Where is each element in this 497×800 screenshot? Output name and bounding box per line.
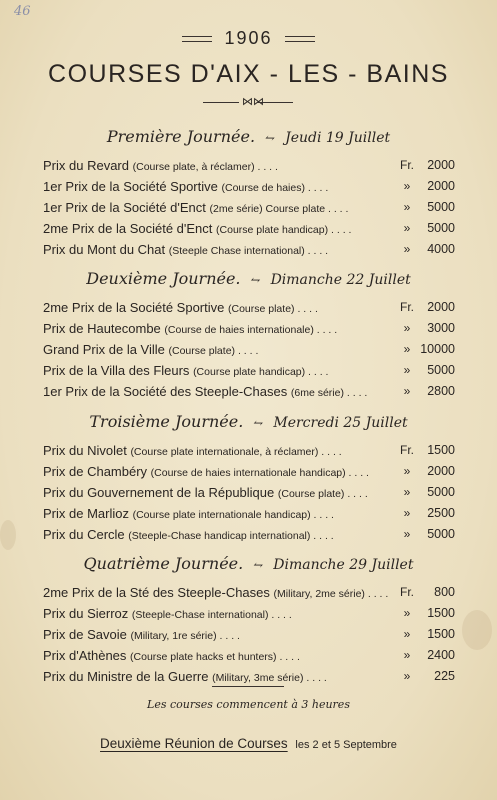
race-row — [43, 200, 455, 220]
dot-leader: . . . . — [304, 245, 329, 257]
flourish-icon: ⥊ — [250, 273, 261, 287]
race-name — [43, 321, 337, 336]
prize-amount: 2000 — [427, 158, 455, 172]
day-title: Deuxième Journée. — [86, 269, 241, 288]
race-conditions: (Course plate handicap) — [216, 224, 329, 236]
double-rule-right — [285, 36, 315, 42]
dot-leader: . . . . — [364, 588, 389, 600]
race-row — [43, 321, 455, 341]
flourish-icon: ⥊ — [253, 558, 264, 572]
race-conditions: (Steeple-Chase international) — [131, 609, 269, 621]
currency-mark: » — [403, 606, 411, 620]
race-conditions: (Steeple Chase international) — [168, 245, 305, 257]
page-title: COURSES D'AIX - LES - BAINS — [48, 60, 449, 88]
currency-mark: Fr. — [400, 585, 414, 599]
day-title: Première Journée. — [106, 127, 256, 146]
dot-leader: . . . . — [276, 651, 300, 663]
race-name — [43, 648, 300, 663]
prize-amount: 4000 — [427, 242, 455, 256]
dot-leader: . . . . — [310, 530, 334, 542]
race-row — [43, 606, 455, 626]
prize-amount: 5000 — [427, 200, 455, 214]
race-title: Prix de Savoie — [43, 627, 127, 642]
double-rule-left — [182, 36, 212, 42]
prize-amount: 1500 — [427, 606, 455, 620]
race-name — [43, 443, 342, 458]
prize-amount: 2500 — [427, 506, 455, 520]
race-row — [43, 485, 455, 505]
race-title: 1er Prix de la Société Sportive — [43, 179, 218, 194]
second-meeting-dates: les 2 et 5 Septembre — [295, 739, 397, 751]
race-title: Prix du Ministre de la Guerre — [43, 669, 209, 684]
race-name — [43, 669, 327, 684]
race-name — [43, 506, 334, 521]
race-title: Prix de Marlioz — [43, 506, 129, 521]
prize-amount: 1500 — [427, 443, 455, 457]
dot-leader: . . . . — [305, 366, 329, 378]
race-row — [43, 342, 455, 362]
currency-mark: » — [403, 221, 411, 235]
day-header — [0, 127, 497, 146]
currency-mark: » — [403, 242, 411, 256]
currency-mark: » — [403, 464, 411, 478]
prize-amount: 2800 — [427, 384, 455, 398]
dot-leader: . . . . — [268, 609, 292, 621]
dot-leader: . . . . — [216, 630, 240, 642]
race-name — [43, 242, 328, 257]
race-conditions: (6me série) — [290, 387, 344, 399]
race-name — [43, 200, 348, 215]
race-row — [43, 443, 455, 463]
paper-stain — [0, 520, 16, 550]
title-ornament — [203, 95, 293, 108]
race-row — [43, 242, 455, 262]
day-header — [0, 412, 497, 431]
race-name — [43, 527, 334, 542]
race-conditions: (Course plate) — [168, 345, 236, 357]
race-conditions: (Course de haies) — [221, 182, 305, 194]
race-conditions: (Course plate, à réclamer) — [132, 161, 255, 173]
currency-mark: » — [403, 179, 411, 193]
race-conditions: (Course plate) — [228, 303, 295, 315]
dot-leader: . . . . — [303, 672, 327, 684]
currency-mark: » — [403, 342, 411, 356]
race-title: Prix de Hautecombe — [43, 321, 161, 336]
race-title: Prix du Gouvernement de la République — [43, 485, 275, 500]
dot-leader: . . . . — [325, 203, 349, 215]
race-conditions: (Course de haies internationale) — [164, 324, 314, 336]
prize-amount: 5000 — [427, 363, 455, 377]
prize-amount: 3000 — [427, 321, 455, 335]
currency-mark: » — [403, 485, 411, 499]
dot-leader: . . . . — [294, 303, 318, 315]
currency-mark: » — [403, 669, 411, 683]
day-date: Dimanche 22 Juillet — [270, 272, 411, 288]
currency-mark: » — [403, 384, 411, 398]
day-title: Troisième Journée. — [89, 412, 244, 431]
race-row — [43, 648, 455, 668]
race-name — [43, 606, 292, 621]
prize-amount: 800 — [434, 585, 455, 599]
race-conditions: (Course plate hacks et hunters) — [130, 651, 277, 663]
dot-leader: . . . . — [344, 488, 368, 500]
dot-leader: . . . . — [313, 324, 338, 336]
currency-mark: Fr. — [400, 158, 414, 172]
dot-leader: . . . . — [235, 345, 259, 357]
year: 1906 — [224, 28, 273, 48]
race-title: Prix du Nivolet — [43, 443, 127, 458]
currency-mark: Fr. — [400, 443, 414, 457]
prize-amount: 5000 — [427, 221, 455, 235]
day-date: Dimanche 29 Juillet — [273, 557, 414, 573]
race-title: 1er Prix de la Société d'Enct — [43, 200, 206, 215]
currency-mark: » — [403, 363, 411, 377]
race-row — [43, 221, 455, 241]
race-conditions: (Course plate internationale handicap) — [132, 509, 311, 521]
race-name — [43, 221, 351, 236]
race-row — [43, 158, 455, 178]
dot-leader: . . . . — [318, 446, 342, 458]
race-title: Grand Prix de la Ville — [43, 342, 165, 357]
currency-mark: » — [403, 627, 411, 641]
paper-stain — [462, 610, 492, 650]
second-meeting — [0, 736, 497, 751]
race-conditions: (Course plate internationale, à réclamer) — [130, 446, 319, 458]
currency-mark: » — [403, 200, 411, 214]
race-conditions: (Course plate handicap) — [193, 366, 306, 378]
race-row — [43, 384, 455, 404]
race-title: 2me Prix de la Société d'Enct — [43, 221, 213, 236]
prize-amount: 2000 — [427, 300, 455, 314]
race-name — [43, 342, 258, 357]
day-date: Mercredi 25 Juillet — [273, 415, 408, 431]
race-name — [43, 363, 328, 378]
race-title: Prix du Sierroz — [43, 606, 129, 621]
pencil-annotation: 46 — [14, 4, 31, 19]
race-title: Prix de la Villa des Fleurs — [43, 363, 190, 378]
race-name — [43, 384, 367, 399]
race-conditions: (Course de haies internationale handicap) — [150, 467, 346, 479]
race-conditions: (Military, 2me série) — [273, 588, 365, 600]
flourish-icon: ⥊ — [253, 416, 264, 430]
year-row — [0, 28, 497, 49]
race-title: 2me Prix de la Société Sportive — [43, 300, 225, 315]
race-name — [43, 464, 369, 479]
currency-mark: » — [403, 527, 411, 541]
dot-leader: . . . . — [328, 224, 352, 236]
prize-amount: 2000 — [427, 179, 455, 193]
race-conditions: (Military, 1re série) — [130, 630, 217, 642]
currency-mark: Fr. — [400, 300, 414, 314]
race-title: Prix du Revard — [43, 158, 129, 173]
prize-amount: 2400 — [427, 648, 455, 662]
day-header — [0, 269, 497, 288]
race-row — [43, 506, 455, 526]
currency-mark: » — [403, 648, 411, 662]
race-name — [43, 179, 328, 194]
race-row — [43, 300, 455, 320]
flourish-icon: ⥊ — [265, 131, 276, 145]
race-title: Prix de Chambéry — [43, 464, 148, 479]
prize-amount: 10000 — [420, 342, 455, 356]
race-title: Prix du Mont du Chat — [43, 242, 166, 257]
dot-leader: . . . . — [345, 467, 369, 479]
race-row — [43, 179, 455, 199]
race-conditions: (Military, 3me série) — [212, 672, 304, 684]
start-time-note: Les courses commencent à 3 heures — [147, 698, 350, 711]
day-title: Quatrième Journée. — [83, 554, 244, 573]
currency-mark: » — [403, 506, 411, 520]
race-row — [43, 363, 455, 383]
race-row — [43, 527, 455, 547]
race-name — [43, 158, 278, 173]
knot-ornament-icon: ⋈⋈ — [242, 95, 264, 108]
race-conditions: (Course plate) — [277, 488, 345, 500]
second-meeting-title: Deuxième Réunion de Courses — [100, 736, 288, 751]
dot-leader: . . . . — [254, 161, 278, 173]
dot-leader: . . . . — [310, 509, 334, 521]
race-name — [43, 627, 240, 642]
race-name — [43, 585, 388, 600]
prize-amount: 1500 — [427, 627, 455, 641]
dot-leader: . . . . — [343, 387, 368, 399]
prize-amount: 5000 — [427, 527, 455, 541]
race-title: Prix du Cercle — [43, 527, 125, 542]
race-row — [43, 627, 455, 647]
race-title: 1er Prix de la Société des Steeple-Chases — [43, 384, 288, 399]
prize-amount: 5000 — [427, 485, 455, 499]
race-conditions: (Steeple-Chase handicap international) — [128, 530, 311, 542]
race-name — [43, 300, 318, 315]
dot-leader: . . . . — [304, 182, 329, 194]
race-row — [43, 464, 455, 484]
prize-amount: 2000 — [427, 464, 455, 478]
prize-amount: 225 — [434, 669, 455, 683]
race-row — [43, 585, 455, 605]
race-title: 2me Prix de la Sté des Steeple-Chases — [43, 585, 270, 600]
day-date: Jeudi 19 Juillet — [285, 130, 391, 146]
race-name — [43, 485, 368, 500]
race-conditions: (2me série) Course plate — [209, 203, 326, 215]
footer-rule — [212, 686, 284, 687]
currency-mark: » — [403, 321, 411, 335]
race-title: Prix d'Athènes — [43, 648, 127, 663]
day-header — [0, 554, 497, 573]
